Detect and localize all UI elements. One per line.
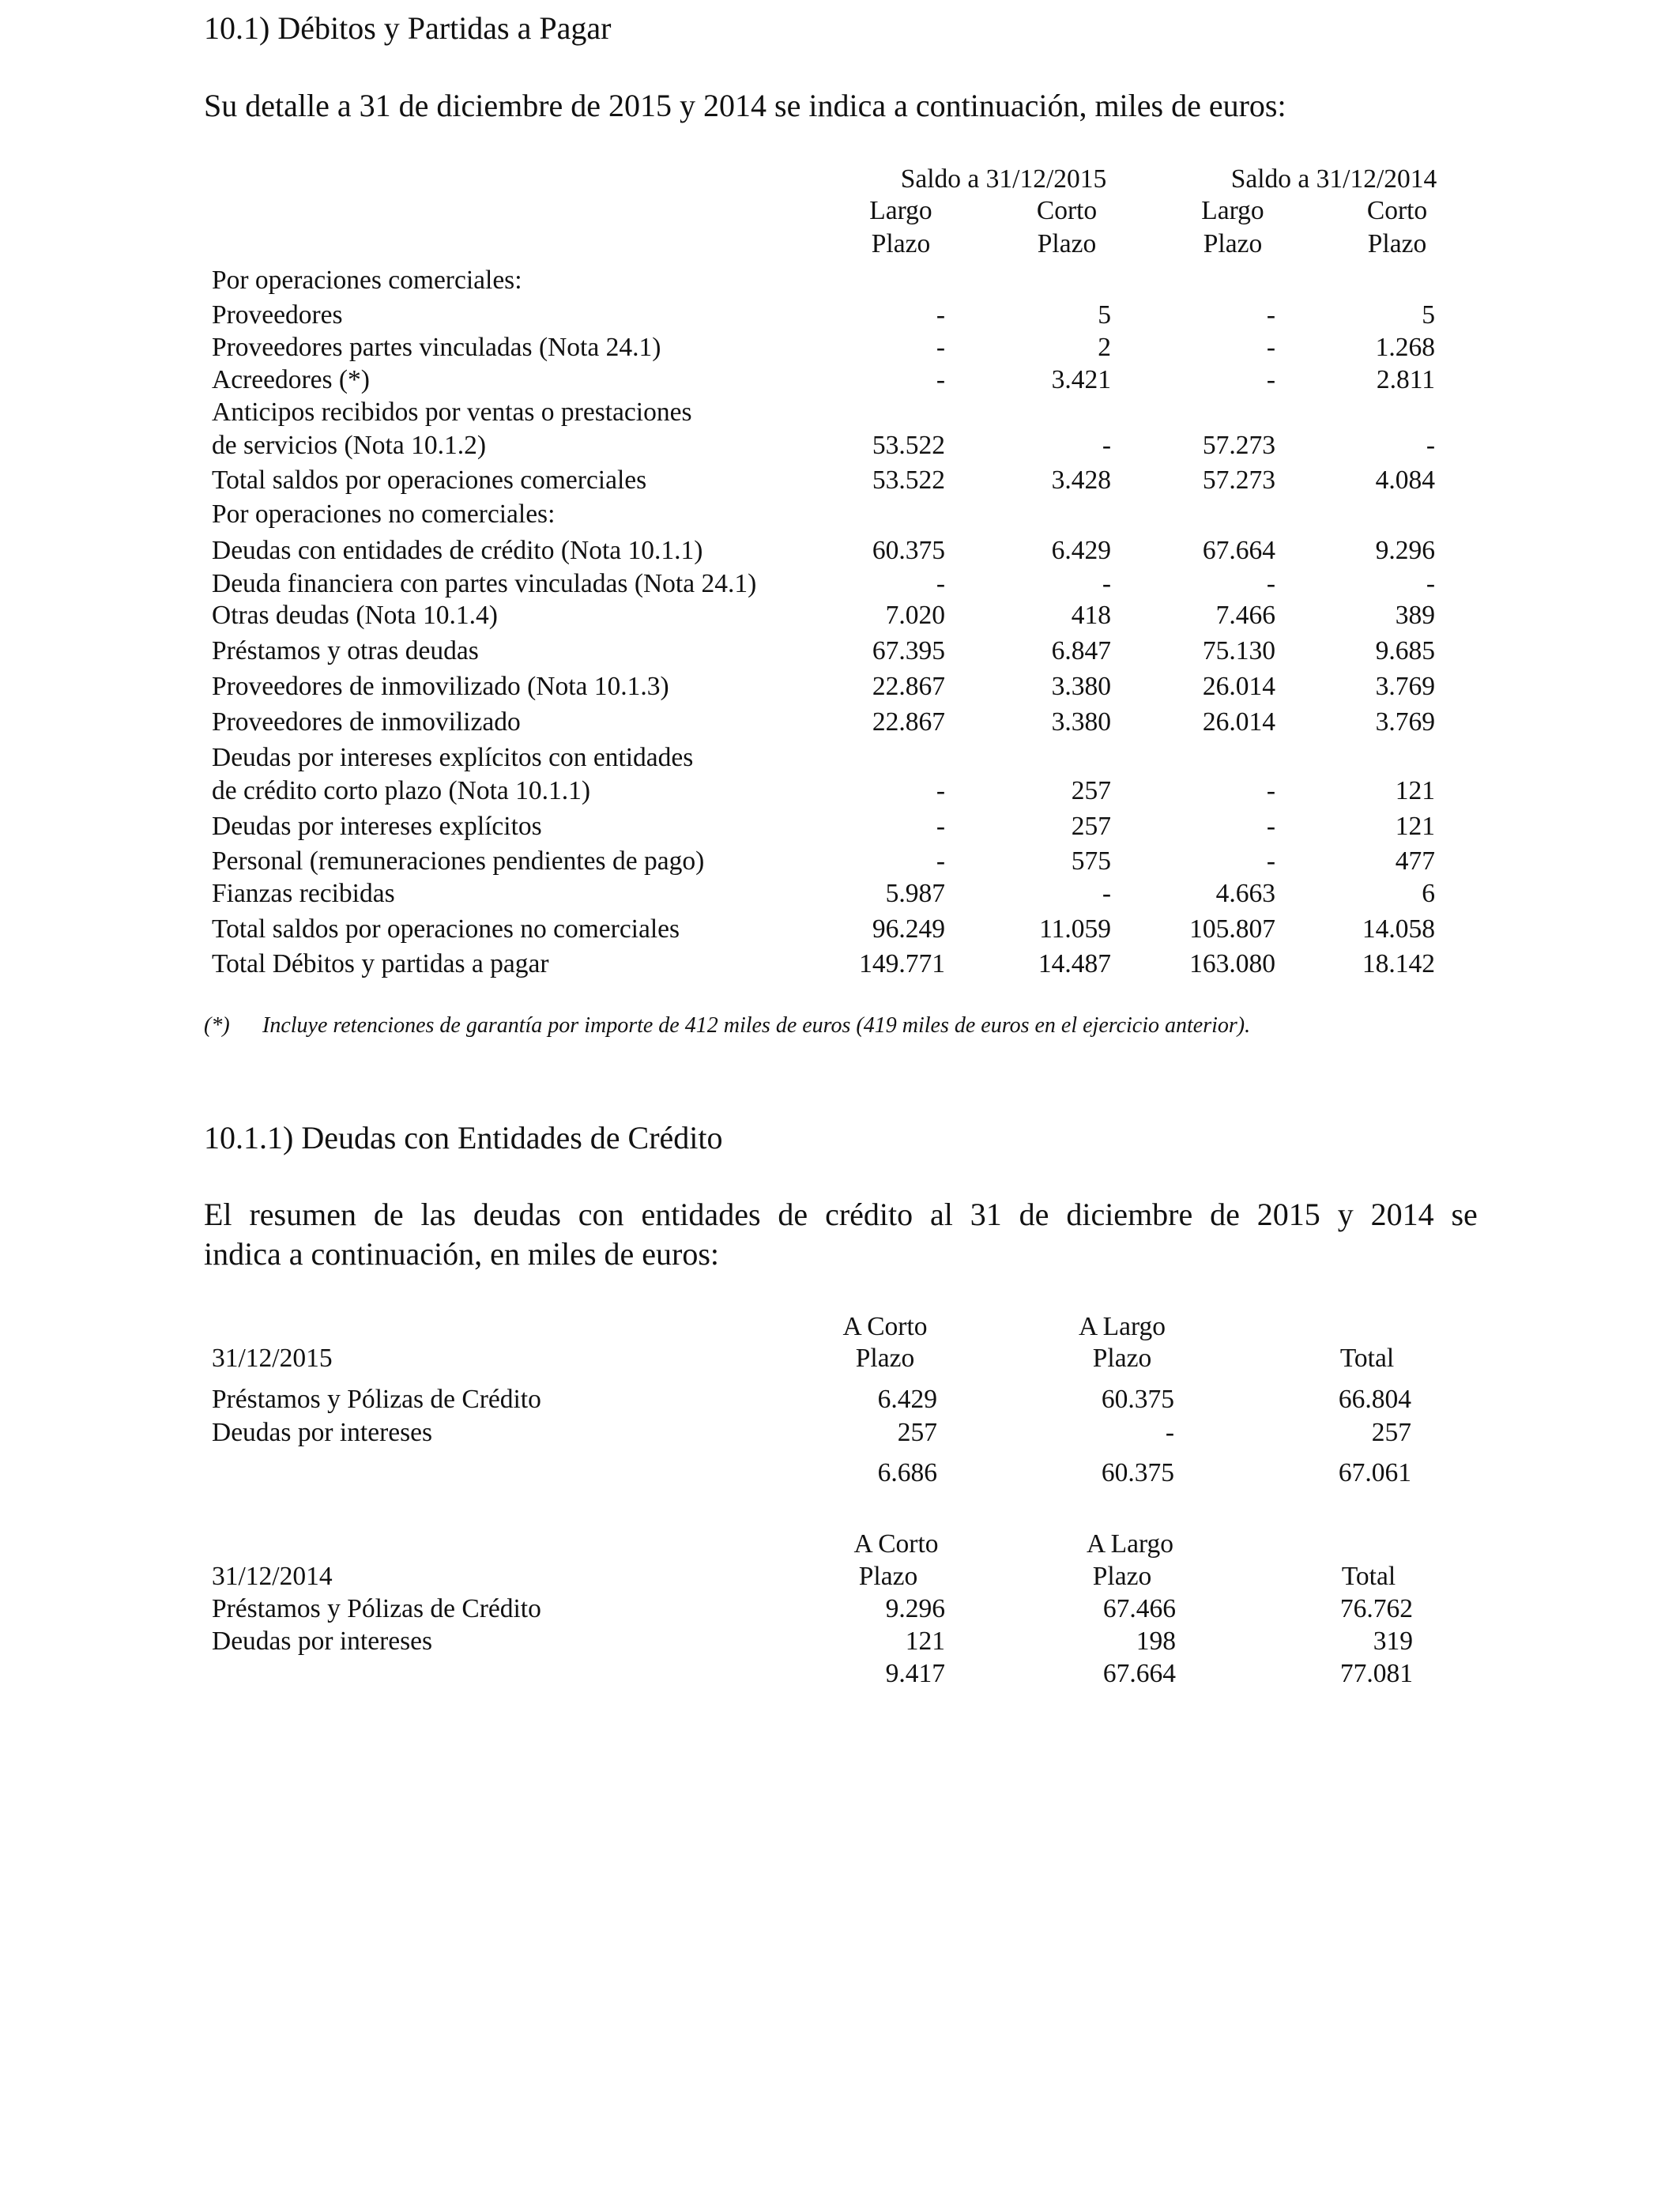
- cell-total: 257: [1371, 1418, 1411, 1447]
- cell-largo-2015: 53.522: [872, 431, 945, 460]
- cell-largo-2014: 57.273: [1202, 431, 1275, 460]
- header-plazo-1: Plazo: [871, 229, 931, 258]
- total-largo: 60.375: [1101, 1458, 1174, 1487]
- cell-largo-2014: 57.273: [1202, 466, 1275, 495]
- cell-largo-2015: -: [936, 300, 945, 330]
- section-intro-line2: indica a continuación, en miles de euros:: [204, 1236, 720, 1272]
- footnote-text: Incluye retenciones de garantía por importe de 412 miles de euros (419 miles de euros en el ejercicio anterior).: [262, 1013, 1251, 1038]
- cell-largo-2015: 96.249: [872, 914, 945, 944]
- row-label: de servicios (Nota 10.1.2): [212, 431, 487, 460]
- cell-largo-2014: 26.014: [1202, 707, 1275, 737]
- section-title: 10.1) Débitos y Partidas a Pagar: [204, 10, 612, 46]
- header-plazo-3: Plazo: [1203, 229, 1263, 258]
- cell-largo-2015: 7.020: [885, 601, 945, 630]
- row-label: Proveedores de inmovilizado: [212, 707, 521, 737]
- word: de: [1210, 1197, 1240, 1232]
- cell-corto: 9.296: [885, 1594, 945, 1623]
- cell-corto-2014: 3.769: [1375, 707, 1435, 737]
- cell-largo-2014: 105.807: [1189, 914, 1275, 944]
- cell-corto-2014: -: [1426, 569, 1435, 598]
- cell-largo-2015: 22.867: [872, 707, 945, 737]
- cell-largo-2014: 4.663: [1215, 879, 1275, 908]
- cell-corto-2014: 3.769: [1375, 672, 1435, 701]
- cell-corto-2015: 14.487: [1038, 949, 1111, 978]
- cell-total: 66.804: [1338, 1385, 1411, 1414]
- row-label: Deudas por intereses: [212, 1418, 433, 1447]
- word: diciembre: [1066, 1197, 1193, 1232]
- row-label: Préstamos y Pólizas de Crédito: [212, 1594, 541, 1623]
- word: El: [204, 1197, 232, 1232]
- col-total: Total: [1341, 1562, 1396, 1591]
- word: crédito: [825, 1197, 913, 1232]
- header-corto-2015: Corto: [1036, 196, 1098, 225]
- word: 31: [970, 1197, 1002, 1232]
- cell-largo-2014: -: [1266, 300, 1275, 330]
- cell-corto-2014: 5: [1422, 300, 1435, 330]
- word: 2015: [1256, 1197, 1320, 1232]
- cell-corto-2014: 389: [1395, 601, 1435, 630]
- cell-corto-2014: 477: [1395, 846, 1435, 876]
- total-corto: 9.417: [885, 1659, 945, 1688]
- cell-corto-2014: 4.084: [1375, 466, 1435, 495]
- cell-corto-2014: 1.268: [1375, 333, 1435, 362]
- row-label: Por operaciones comerciales:: [212, 266, 522, 295]
- header-group-2015: Saldo a 31/12/2015: [900, 164, 1107, 194]
- cell-largo: 198: [1136, 1627, 1176, 1656]
- cell-largo-2015: 60.375: [872, 536, 945, 565]
- word: al: [930, 1197, 953, 1232]
- cell-largo-2015: -: [936, 365, 945, 394]
- cell-largo: 60.375: [1101, 1385, 1174, 1414]
- word: con: [578, 1197, 624, 1232]
- row-label: Deudas por intereses: [212, 1627, 433, 1656]
- cell-largo-2014: 75.130: [1202, 636, 1275, 665]
- header-corto-2014: Corto: [1366, 196, 1428, 225]
- cell-largo: 67.466: [1102, 1594, 1176, 1623]
- col-a-corto: A Corto: [842, 1312, 928, 1341]
- row-label: Anticipos recibidos por ventas o prestaciones: [212, 398, 692, 427]
- col-plazo: Plazo: [1092, 1344, 1152, 1373]
- cell-corto: 257: [897, 1418, 937, 1447]
- cell-corto-2014: 121: [1395, 776, 1435, 805]
- cell-corto-2015: 2: [1098, 333, 1111, 362]
- col-plazo: Plazo: [1092, 1562, 1152, 1591]
- cell-corto-2015: 6.429: [1051, 536, 1111, 565]
- cell-corto-2014: 2.811: [1376, 365, 1435, 394]
- word: de: [1019, 1197, 1049, 1232]
- row-label: de crédito corto plazo (Nota 10.1.1): [212, 776, 591, 805]
- col-a-largo: A Largo: [1078, 1312, 1166, 1341]
- section-intro: Su detalle a 31 de diciembre de 2015 y 2014 se indica a continuación, miles de euros:: [204, 88, 1286, 123]
- cell-corto: 121: [905, 1627, 945, 1656]
- header-group-2014: Saldo a 31/12/2014: [1230, 164, 1437, 194]
- word: deudas: [473, 1197, 561, 1232]
- cell-corto-2015: -: [1102, 569, 1111, 598]
- block-date: 31/12/2014: [212, 1562, 333, 1591]
- cell-corto-2014: 18.142: [1362, 949, 1435, 978]
- word: resumen: [249, 1197, 356, 1232]
- cell-largo-2015: 22.867: [872, 672, 945, 701]
- cell-largo: -: [1165, 1418, 1174, 1447]
- cell-corto-2015: 257: [1071, 776, 1111, 805]
- cell-largo-2015: 67.395: [872, 636, 945, 665]
- total-total: 67.061: [1338, 1458, 1411, 1487]
- word: de: [778, 1197, 808, 1232]
- word: entidades: [641, 1197, 761, 1232]
- cell-corto: 6.429: [877, 1385, 937, 1414]
- cell-corto-2015: 6.847: [1051, 636, 1111, 665]
- cell-largo-2015: -: [936, 846, 945, 876]
- header-largo-2014: Largo: [1201, 196, 1264, 225]
- col-total: Total: [1339, 1344, 1395, 1373]
- cell-corto-2014: 9.296: [1375, 536, 1435, 565]
- footnote-mark: (*): [204, 1013, 230, 1038]
- section-intro-line1: [204, 1196, 1478, 1233]
- cell-largo-2015: -: [936, 333, 945, 362]
- row-label: Préstamos y otras deudas: [212, 636, 479, 665]
- row-label: Por operaciones no comerciales:: [212, 499, 556, 529]
- section-title: 10.1.1) Deudas con Entidades de Crédito: [204, 1120, 723, 1155]
- word: y: [1337, 1197, 1354, 1232]
- row-label: Otras deudas (Nota 10.1.4): [212, 601, 498, 630]
- cell-largo-2014: 26.014: [1202, 672, 1275, 701]
- cell-corto-2015: 3.380: [1051, 672, 1111, 701]
- word: 2014: [1370, 1197, 1434, 1232]
- cell-corto-2015: -: [1102, 879, 1111, 908]
- header-plazo-2: Plazo: [1037, 229, 1097, 258]
- row-label: Deudas por intereses explícitos: [212, 812, 542, 841]
- cell-largo-2014: -: [1266, 569, 1275, 598]
- row-label: Proveedores partes vinculadas (Nota 24.1): [212, 333, 661, 362]
- header-largo-2015: Largo: [869, 196, 932, 225]
- cell-corto-2015: 575: [1071, 846, 1111, 876]
- word: de: [373, 1197, 404, 1232]
- header-plazo-4: Plazo: [1367, 229, 1427, 258]
- row-label: Deudas con entidades de crédito (Nota 10.1.1): [212, 536, 703, 565]
- col-plazo: Plazo: [858, 1562, 918, 1591]
- row-label: Total Débitos y partidas a pagar: [212, 949, 549, 978]
- row-label: Fianzas recibidas: [212, 879, 395, 908]
- cell-largo-2014: 67.664: [1202, 536, 1275, 565]
- cell-corto-2014: 121: [1395, 812, 1435, 841]
- cell-largo-2014: -: [1266, 846, 1275, 876]
- row-label: Acreedores (*): [212, 365, 370, 394]
- cell-largo-2015: -: [936, 812, 945, 841]
- cell-total: 76.762: [1339, 1594, 1413, 1623]
- cell-corto-2015: 3.380: [1051, 707, 1111, 737]
- total-corto: 6.686: [877, 1458, 937, 1487]
- total-total: 77.081: [1339, 1659, 1413, 1688]
- col-plazo: Plazo: [855, 1344, 915, 1373]
- cell-largo-2015: 5.987: [885, 879, 945, 908]
- row-label: Total saldos por operaciones no comerciales: [212, 914, 680, 944]
- block-date: 31/12/2015: [212, 1344, 333, 1373]
- row-label: Deuda financiera con partes vinculadas (Nota 24.1): [212, 569, 757, 598]
- cell-largo-2014: -: [1266, 365, 1275, 394]
- row-label: Proveedores: [212, 300, 343, 330]
- cell-corto-2015: 3.421: [1051, 365, 1111, 394]
- cell-largo-2014: 7.466: [1215, 601, 1275, 630]
- cell-corto-2015: 257: [1071, 812, 1111, 841]
- word: las: [420, 1197, 456, 1232]
- col-a-corto: A Corto: [853, 1529, 939, 1559]
- cell-corto-2015: 3.428: [1051, 466, 1111, 495]
- cell-corto-2015: 418: [1071, 601, 1111, 630]
- cell-largo-2015: -: [936, 776, 945, 805]
- cell-largo-2015: -: [936, 569, 945, 598]
- row-label: Deudas por intereses explícitos con entidades: [212, 743, 694, 772]
- row-label: Proveedores de inmovilizado (Nota 10.1.3): [212, 672, 669, 701]
- cell-corto-2014: 9.685: [1375, 636, 1435, 665]
- cell-corto-2014: 14.058: [1362, 914, 1435, 944]
- cell-largo-2014: -: [1266, 333, 1275, 362]
- cell-largo-2014: -: [1266, 776, 1275, 805]
- cell-corto-2015: 11.059: [1039, 914, 1111, 944]
- word: se: [1451, 1197, 1478, 1232]
- cell-corto-2015: -: [1102, 431, 1111, 460]
- cell-largo-2015: 53.522: [872, 466, 945, 495]
- cell-total: 319: [1373, 1627, 1413, 1656]
- cell-corto-2014: 6: [1422, 879, 1435, 908]
- col-a-largo: A Largo: [1086, 1529, 1174, 1559]
- cell-largo-2014: -: [1266, 812, 1275, 841]
- cell-largo-2014: 163.080: [1189, 949, 1275, 978]
- row-label: Total saldos por operaciones comerciales: [212, 466, 647, 495]
- total-largo: 67.664: [1102, 1659, 1176, 1688]
- cell-corto-2015: 5: [1098, 300, 1111, 330]
- row-label: Personal (remuneraciones pendientes de pago): [212, 846, 705, 876]
- row-label: Préstamos y Pólizas de Crédito: [212, 1385, 541, 1414]
- cell-largo-2015: 149.771: [859, 949, 945, 978]
- cell-corto-2014: -: [1426, 431, 1435, 460]
